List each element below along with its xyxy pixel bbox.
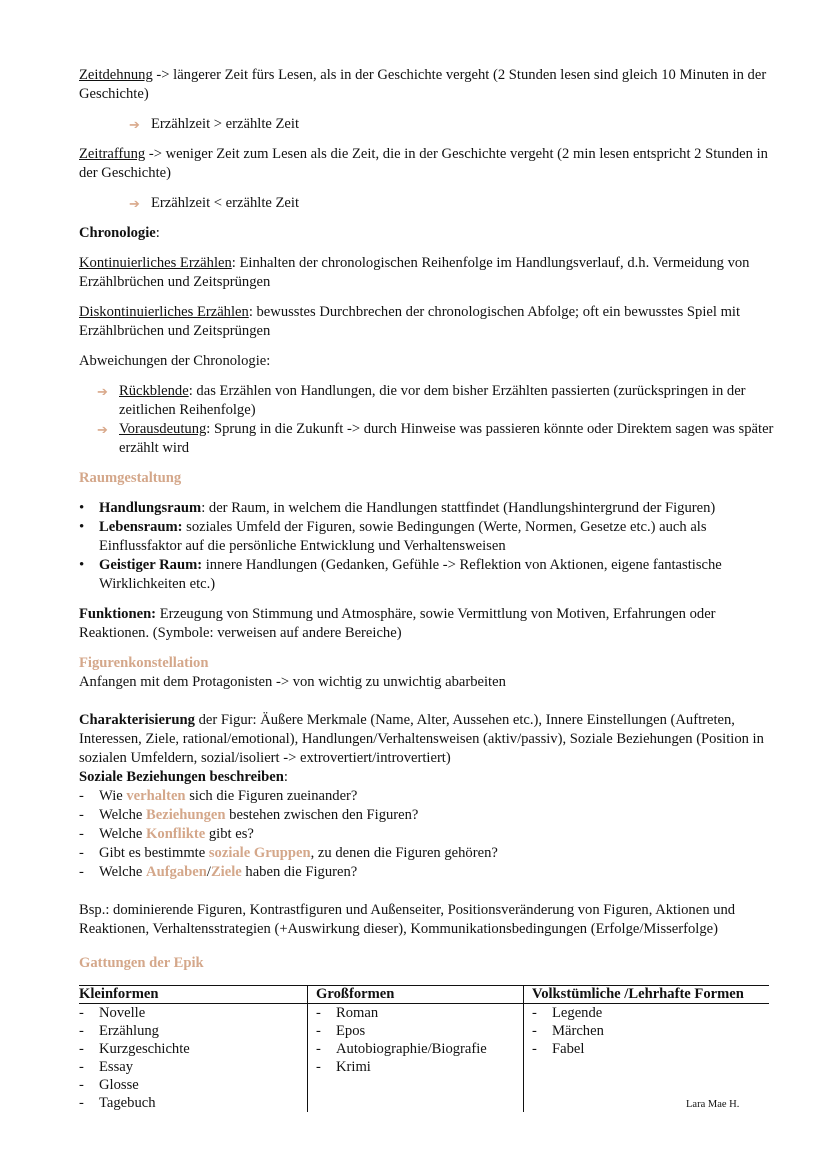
list-item: - Novelle <box>79 1005 146 1021</box>
list-item: - Welche Konflikte gibt es? <box>79 826 254 842</box>
zeitraffung-paragraph <box>79 145 779 183</box>
figuren-intro: Anfangen mit dem Protagonisten -> von wichtig zu unwichtig abarbeiten <box>79 674 506 690</box>
bullet-icon: • <box>79 519 85 535</box>
column-header: Volkstümliche /Lehrhafte Formen <box>524 986 770 1004</box>
gattungen-table <box>79 985 769 1112</box>
abweichungen-label: Abweichungen der Chronologie: <box>79 353 271 369</box>
beispiel-paragraph: Bsp.: dominierende Figuren, Kontrastfiguren und Außenseiter, Positionsveränderung von Figuren, Aktionen und Reaktionen, Verhaltensstrategien (+Auswirkung dieser), Kommunikationsbedingungen (Erfolge/Misserfolge) <box>79 902 736 937</box>
arrow-icon: ➔ <box>97 384 108 399</box>
list-item: - Legende <box>532 1005 603 1021</box>
list-item: • Lebensraum: soziales Umfeld der Figuren, sowie Bedingungen (Werte, Normen, Gesetze etc.) auch als Einflussfaktor auf die persönliche Entwicklung und Verhaltensweisen <box>79 519 707 554</box>
questions-list <box>79 787 779 882</box>
list-item: - Welche Beziehungen bestehen zwischen den Figuren? <box>79 807 419 823</box>
vorausdeutung-item: ➔ Vorausdeutung: Sprung in die Zukunft -> durch Hinweise was passieren könnte oder Direktem sagen was später erzählt wird <box>97 421 774 456</box>
bullet-icon: • <box>79 557 85 573</box>
chronologie-heading: Chronologie: <box>79 225 160 241</box>
column-header: Kleinformen <box>79 986 308 1004</box>
list-item: - Epos <box>316 1023 366 1039</box>
diskontinuierlich-paragraph: Diskontinuierliches Erzählen: bewusstes Durchbrechen der chronologischen Abfolge; oft ein bewusstes Spiel mit Erzählbrüchen und Zeitsprüngen <box>79 304 741 339</box>
zeitraffung-text: -> weniger Zeit zum Lesen als die Zeit, die in der Geschichte vergeht (2 min lesen entspricht 2 Stunden in der Geschichte) <box>79 146 768 181</box>
list-item: - Essay <box>79 1059 134 1075</box>
arrow-icon: ➔ <box>129 196 140 211</box>
list-item: - Wie verhalten sich die Figuren zueinander? <box>79 788 358 804</box>
soziale-heading: Soziale Beziehungen beschreiben: <box>79 769 288 785</box>
list-item: • Handlungsraum: der Raum, in welchem die Handlungen stattfindet (Handlungshintergrund der Figuren) <box>79 500 716 516</box>
arrow-icon: ➔ <box>97 422 108 437</box>
list-item: - Erzählung <box>79 1023 159 1039</box>
column-header: Großformen <box>308 986 524 1004</box>
klein-cell <box>79 1004 308 1113</box>
zeitdehnung-arrow-text: Erzählzeit > erzählte Zeit <box>151 116 299 132</box>
document-page <box>79 66 779 1112</box>
volk-cell <box>524 1004 770 1113</box>
diskontinuierlich-term: Diskontinuierliches Erzählen <box>79 304 249 320</box>
rueckblende-item: ➔ Rückblende: das Erzählen von Handlungen, die vor dem bisher Erzählten passierten (zurückspringen in der zeitlichen Reihenfolge) <box>97 383 746 418</box>
gross-cell <box>308 1004 524 1113</box>
arrow-icon: ➔ <box>129 117 140 132</box>
list-item: • Geistiger Raum: innere Handlungen (Gedanken, Gefühle -> Reflektion von Aktionen, eigene fantastische Wirklichkeiten etc.) <box>79 557 722 592</box>
list-item: - Glosse <box>79 1077 139 1093</box>
list-item: - Roman <box>316 1005 379 1021</box>
raumgestaltung-heading: Raumgestaltung <box>79 470 182 486</box>
zeitdehnung-text: -> längerer Zeit fürs Lesen, als in der Geschichte vergeht (2 Stunden lesen sind gleich 10 Minuten in der Geschichte) <box>79 67 767 102</box>
list-item: - Tagebuch <box>79 1095 156 1111</box>
signature: Lara Mae H. <box>686 1099 740 1110</box>
list-item: - Autobiographie/Biografie <box>316 1041 487 1057</box>
list-item: - Kurzgeschichte <box>79 1041 190 1057</box>
raum-list <box>79 499 779 594</box>
zeitdehnung-paragraph <box>79 66 779 104</box>
kontinuierlich-paragraph: Kontinuierliches Erzählen: Einhalten der chronologischen Reihenfolge im Handlungsverlauf, d.h. Vermeidung von Erzählbrüchen und Zeitsprüngen <box>79 255 750 290</box>
list-item: - Krimi <box>316 1059 371 1075</box>
zeitraffung-term: Zeitraffung <box>79 146 146 162</box>
charakterisierung-paragraph: Charakterisierung der Figur: Äußere Merkmale (Name, Alter, Aussehen etc.), Innere Einstellungen (Auftreten, Interessen, Ziele, rational/emotional), Handlungen/Verhaltensweisen (aktiv/passiv), Soziale Beziehungen (Position in sozialen Umfeldern, sozial/isoliert -> extrovertiert/introvertiert) <box>79 712 764 766</box>
bullet-icon: • <box>79 500 85 516</box>
zeitdehnung-term: Zeitdehnung <box>79 67 153 83</box>
list-item: - Märchen <box>532 1023 604 1039</box>
list-item: - Welche Aufgaben/Ziele haben die Figuren? <box>79 864 358 880</box>
gattungen-heading: Gattungen der Epik <box>79 955 204 971</box>
zeitraffung-arrow-line <box>129 194 779 213</box>
kontinuierlich-term: Kontinuierliches Erzählen <box>79 255 232 271</box>
funktionen-paragraph: Funktionen: Erzeugung von Stimmung und Atmosphäre, sowie Vermittlung von Motiven, Erfahrungen oder Reaktionen. (Symbole: verweisen auf andere Bereiche) <box>79 606 716 641</box>
figurenkonstellation-heading: Figurenkonstellation <box>79 655 209 671</box>
list-item: - Fabel <box>532 1041 585 1057</box>
list-item: - Gibt es bestimmte soziale Gruppen, zu denen die Figuren gehören? <box>79 845 498 861</box>
zeitdehnung-arrow-line <box>129 115 779 134</box>
zeitraffung-arrow-text: Erzählzeit < erzählte Zeit <box>151 195 299 211</box>
